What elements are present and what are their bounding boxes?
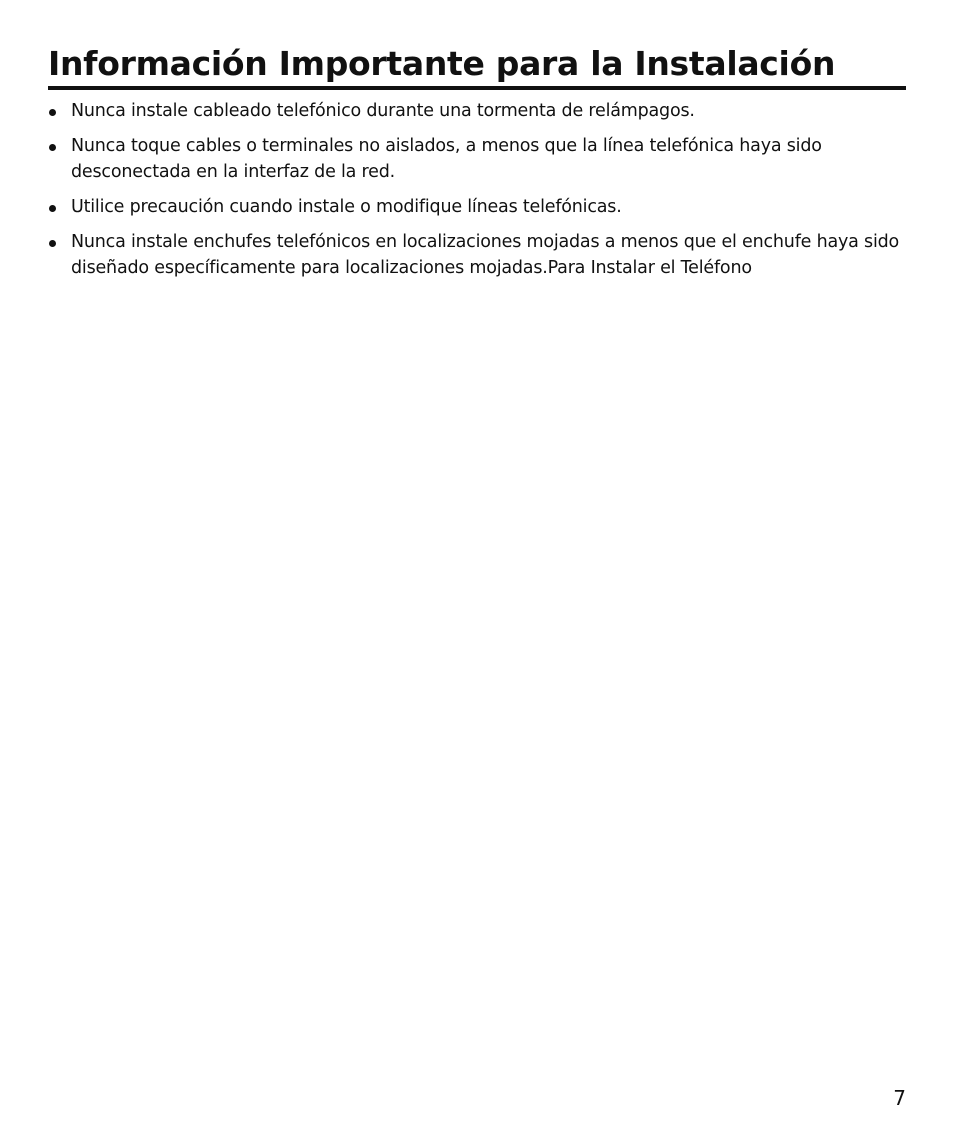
list-item bbox=[48, 229, 906, 281]
page-number: 7 bbox=[893, 1086, 906, 1110]
bullet-dot-icon bbox=[49, 144, 56, 151]
list-item bbox=[48, 194, 906, 220]
bullet-dot-icon bbox=[49, 109, 56, 116]
list-item bbox=[48, 98, 906, 124]
list-item-text: Nunca instale enchufes telefónicos en localizaciones mojadas a menos que el enchufe haya sido diseñado específicamente para localizaciones mojadas.Para Instalar el Teléfono bbox=[71, 232, 900, 278]
bullet-dot-icon bbox=[49, 205, 56, 212]
list-item-text: Nunca toque cables o terminales no aislados, a menos que la línea telefónica haya sido desconectada en la interfaz de la red. bbox=[71, 136, 822, 182]
bullet-dot-icon bbox=[49, 240, 56, 247]
list-item bbox=[48, 133, 906, 185]
list-item-text: Nunca instale cableado telefónico durante una tormenta de relámpagos. bbox=[71, 101, 695, 121]
list-item-text: Utilice precaución cuando instale o modifique líneas telefónicas. bbox=[71, 197, 622, 217]
page-title: Información Importante para la Instalación bbox=[48, 44, 906, 90]
page-content bbox=[48, 44, 906, 290]
bullet-list bbox=[48, 98, 906, 281]
